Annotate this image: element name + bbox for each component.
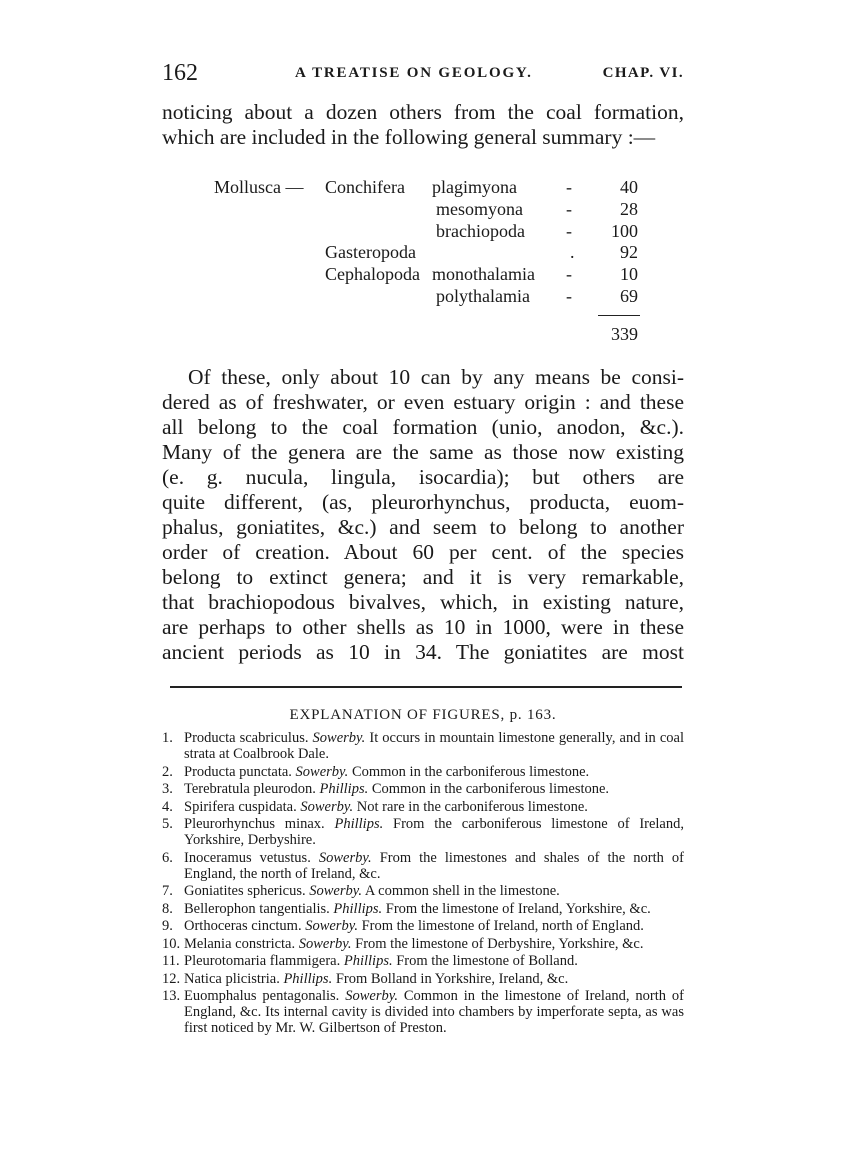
figure-number: 8. xyxy=(162,900,173,917)
species-description: Common in the carboniferous limestone. xyxy=(351,763,590,780)
species-name: Melania constricta. xyxy=(184,935,296,952)
summary-count: 28 xyxy=(620,199,638,219)
footnote-divider xyxy=(170,686,682,688)
species-author: Sowerby. xyxy=(345,988,398,1004)
species-author: Sowerby. xyxy=(305,918,358,934)
summary-dash: - xyxy=(566,177,572,197)
species-description: From the limestones and shales of the north of England, the north of Ireland, &c. xyxy=(184,849,685,882)
summary-total: 339 xyxy=(611,324,638,344)
summary-count: 69 xyxy=(620,286,638,306)
summary-dash: - xyxy=(566,264,572,284)
figure-number: 13. xyxy=(162,988,181,1004)
figure-number: 12. xyxy=(162,970,181,987)
species-description: Common in the limestone of Ireland, north of England, &c. Its internal cavity is divided into chambers by imperforate septa, as was first noticed by Mr. W. Gilbertson of Preston. xyxy=(184,988,685,1036)
main-paragraph xyxy=(162,365,684,665)
species-name: Goniatites sphericus. xyxy=(184,883,306,899)
page-number: 162 xyxy=(162,60,198,86)
species-description: A common shell in the limestone. xyxy=(364,883,560,899)
running-head xyxy=(162,60,684,90)
text-line: noticing about a dozen others from the coal formation, xyxy=(162,100,684,124)
figure-item xyxy=(162,971,684,987)
summary-dash: . xyxy=(570,242,575,262)
summary-class: Cephalopoda xyxy=(325,264,420,284)
species-author: Sowerby. xyxy=(309,883,363,899)
species-description: From the limestone of Ireland, Yorkshire, &c. xyxy=(385,900,651,917)
figure-number: 4. xyxy=(162,798,173,815)
species-author: Sowerby. xyxy=(312,730,366,746)
text-line: Many of the genera are the same as those now existing xyxy=(162,440,684,464)
figure-number: 5. xyxy=(162,816,173,832)
species-description: From the limestone of Ireland, north of England. xyxy=(361,918,644,934)
figure-item xyxy=(162,781,684,797)
species-name: Terebratula pleurodon. xyxy=(184,781,316,797)
figure-number: 9. xyxy=(162,918,173,934)
figure-item xyxy=(162,764,684,780)
figure-explanation-list xyxy=(162,730,684,1038)
species-name: Pleurorhynchus minax. xyxy=(184,816,325,832)
figure-number: 11. xyxy=(162,953,180,969)
text-line: phalus, goniatites, &c.) and seem to belong to another xyxy=(162,515,684,539)
species-description: Not rare in the carboniferous limestone. xyxy=(356,798,588,815)
text-line: which are included in the following general summary :— xyxy=(162,125,656,149)
species-description: From the limestone of Derbyshire, Yorkshire, &c. xyxy=(355,935,644,952)
species-description: It occurs in mountain limestone generally, and in coal strata at Coalbrook Dale. xyxy=(184,730,685,762)
species-name: Natica plicistria. xyxy=(184,970,280,987)
species-name: Euomphalus pentagonalis. xyxy=(184,988,340,1004)
species-author: Phillips. xyxy=(334,816,384,832)
figure-item xyxy=(162,816,684,848)
summary-dash: - xyxy=(566,286,572,306)
text-line: (e. g. nucula, lingula, isocardia); but others are xyxy=(162,465,684,489)
text-line: that brachiopodous bivalves, which, in existing nature, xyxy=(162,590,684,614)
summary-order: brachiopoda xyxy=(436,221,525,241)
summary-class: Conchifera xyxy=(325,177,405,197)
summary-order: polythalamia xyxy=(436,286,530,306)
species-name: Producta punctata. xyxy=(184,763,292,780)
summary-count: 100 xyxy=(611,221,638,241)
figure-item xyxy=(162,730,684,762)
figure-number: 2. xyxy=(162,763,173,780)
species-author: Phillips. xyxy=(333,900,383,917)
summary-class: Gasteropoda xyxy=(325,242,416,262)
text-line: are perhaps to other shells as 10 in 1000, were in these xyxy=(162,615,684,639)
summary-count: 40 xyxy=(620,177,638,197)
species-name: Spirifera cuspidata. xyxy=(184,798,297,815)
figure-number: 6. xyxy=(162,849,173,866)
text-line: dered as of freshwater, or even estuary origin : and these xyxy=(162,390,684,414)
chapter-label: CHAP. VI. xyxy=(602,65,684,81)
summary-phylum: Mollusca — xyxy=(214,177,304,197)
figure-item xyxy=(162,936,684,952)
summary-dash: - xyxy=(566,199,572,219)
figure-item xyxy=(162,901,684,917)
species-name: Producta scabriculus. xyxy=(184,730,309,746)
species-description: From the carboniferous limestone of Ireland, Yorkshire, Derbyshire. xyxy=(184,816,684,848)
species-name: Inoceramus vetustus. xyxy=(184,849,311,866)
summary-total-rule xyxy=(598,315,640,316)
species-description: From the limestone of Bolland. xyxy=(396,953,578,969)
summary-order: mesomyona xyxy=(436,199,523,219)
figure-number: 10. xyxy=(162,935,181,952)
figure-item xyxy=(162,850,684,882)
text-line: quite different, (as, pleurorhynchus, producta, euom- xyxy=(162,490,684,514)
figure-number: 7. xyxy=(162,883,173,899)
text-line: belong to extinct genera; and it is very remarkable, xyxy=(162,565,684,589)
summary-order: plagimyona xyxy=(432,177,517,197)
species-author: Sowerby. xyxy=(300,798,354,815)
figure-item xyxy=(162,953,684,969)
species-author: Sowerby. xyxy=(298,935,352,952)
figure-item xyxy=(162,988,684,1036)
text-line: Of these, only about 10 can by any means be consi- xyxy=(188,365,684,389)
summary-dash: - xyxy=(566,221,572,241)
explanation-title: EXPLANATION OF FIGURES, p. 163. xyxy=(289,707,557,723)
species-name: Pleurotomaria flammigera. xyxy=(184,953,341,969)
species-name: Orthoceras cinctum. xyxy=(184,918,302,934)
summary-order: monothalamia xyxy=(432,264,535,284)
species-author: Phillips. xyxy=(283,970,333,987)
species-description: Common in the carboniferous limestone. xyxy=(371,781,610,797)
species-description: From Bolland in Yorkshire, Ireland, &c. xyxy=(335,970,569,987)
species-author: Phillips. xyxy=(319,781,369,797)
book-title: A TREATISE ON GEOLOGY. xyxy=(295,65,533,81)
text-line: order of creation. About 60 per cent. of the species xyxy=(162,540,684,564)
summary-count: 10 xyxy=(620,264,638,284)
species-author: Sowerby. xyxy=(295,763,349,780)
figure-item xyxy=(162,918,684,934)
summary-count: 92 xyxy=(620,242,638,262)
text-line: ancient periods as 10 in 34. The goniatites are most xyxy=(162,640,684,664)
text-line: all belong to the coal formation (unio, anodon, &c.). xyxy=(162,415,684,439)
intro-paragraph xyxy=(162,100,684,150)
species-author: Phillips. xyxy=(343,953,393,969)
species-name: Bellerophon tangentialis. xyxy=(184,900,330,917)
figure-number: 1. xyxy=(162,730,173,746)
figure-item xyxy=(162,883,684,899)
figure-number: 3. xyxy=(162,781,173,797)
figure-item xyxy=(162,799,684,815)
species-author: Sowerby. xyxy=(318,849,372,866)
